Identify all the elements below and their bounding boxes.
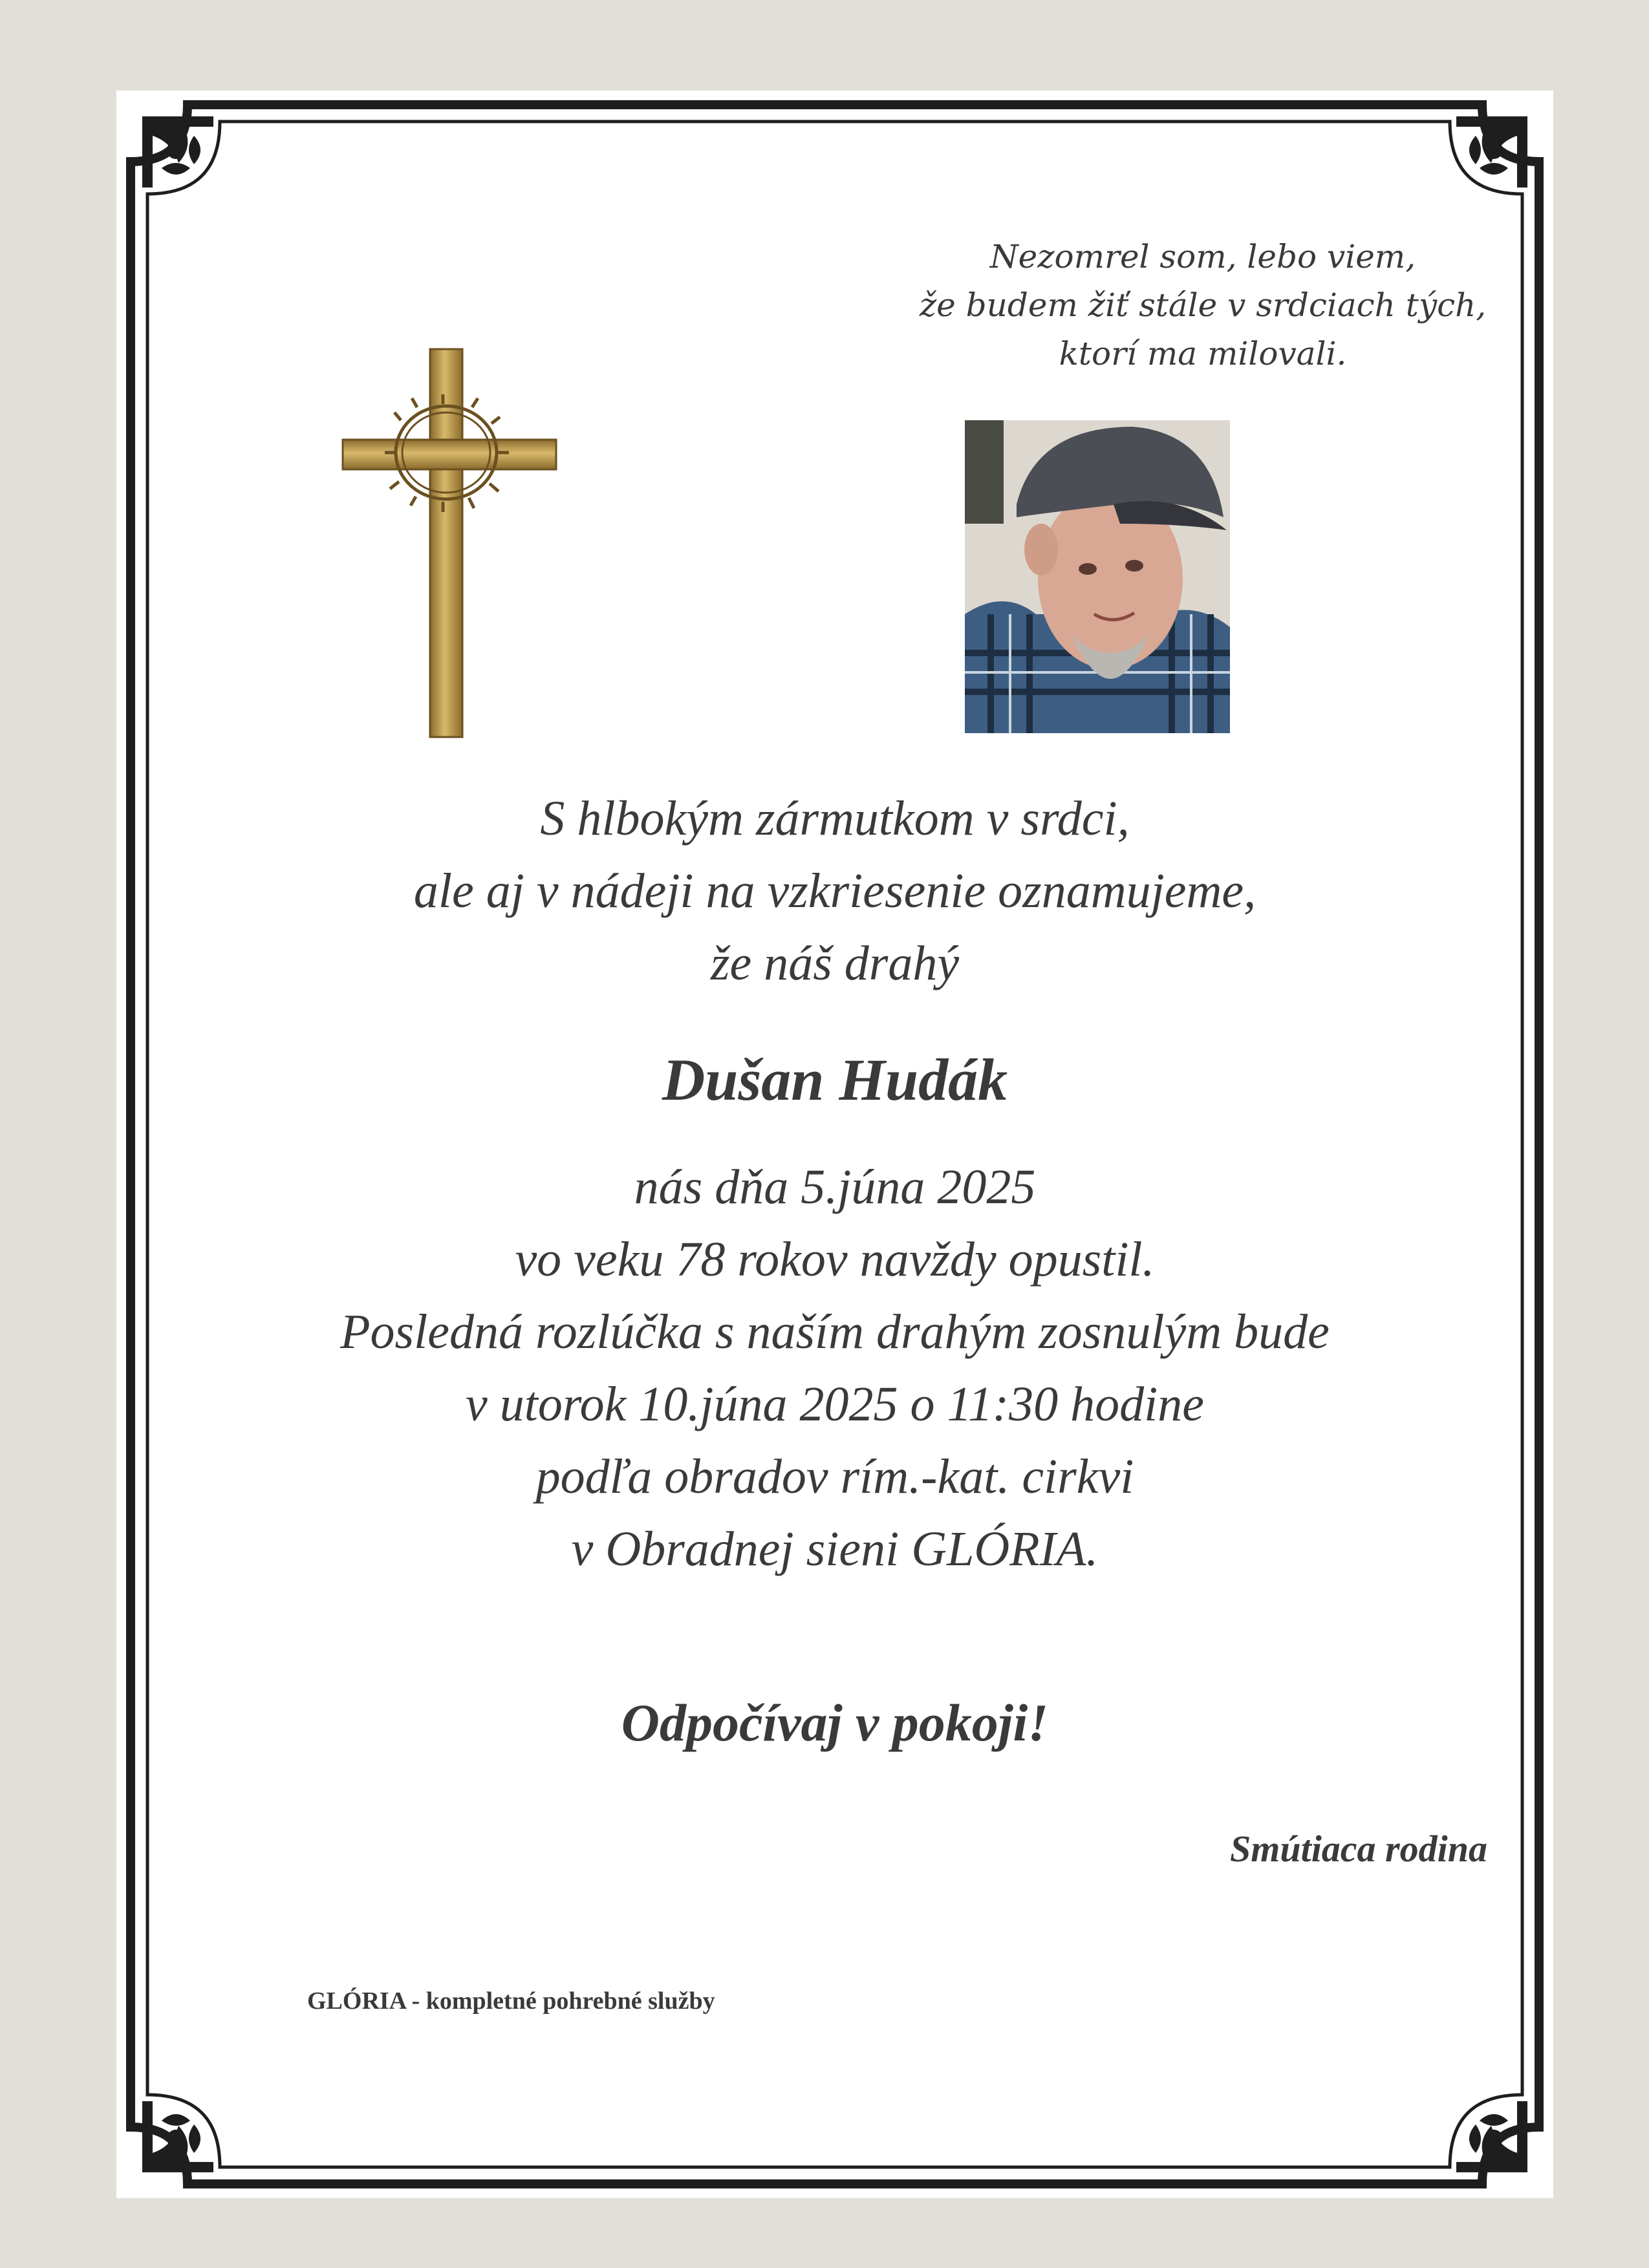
obituary-sheet [116, 91, 1553, 2198]
ornate-frame-border [116, 91, 1553, 2198]
detail-line: vo veku 78 rokov navždy opustil. [515, 1232, 1155, 1287]
family-signature: Smútiaca rodina [1229, 1828, 1487, 1870]
detail-line: v utorok 10.júna 2025 o 11:30 hodine [466, 1377, 1204, 1431]
lead-line: ale aj v nádeji na vzkriesenie oznamujeme, [413, 864, 1256, 918]
quote-line: že budem žiť stále v srdciach tých, [919, 286, 1487, 324]
detail-line: Posledná rozlúčka s naším drahým zosnulým bude [340, 1305, 1330, 1359]
quote-line: Nezomrel som, lebo viem, [989, 238, 1416, 275]
detail-line: podľa obradov rím.-kat. cirkvi [535, 1450, 1134, 1504]
lead-line: S hlbokým zármutkom v srdci, [540, 791, 1130, 846]
deceased-portrait-photo [965, 420, 1230, 733]
deceased-name: Dušan Hudák [662, 1047, 1008, 1113]
quote-line: ktorí ma milovali. [1059, 335, 1347, 372]
funeral-details [116, 1151, 1553, 1585]
detail-line: nás dňa 5.júna 2025 [634, 1160, 1036, 1214]
memorial-quote [879, 233, 1526, 378]
funeral-service-footer: GLÓRIA - kompletné pohrebné služby [307, 1987, 715, 2015]
rest-in-peace-text: Odpočívaj v pokoji! [621, 1693, 1049, 1752]
gold-cross-icon [339, 343, 559, 744]
lead-line: že náš drahý [710, 936, 960, 990]
announcement-lead [116, 782, 1553, 1000]
detail-line: v Obradnej sieni GLÓRIA. [571, 1522, 1099, 1576]
